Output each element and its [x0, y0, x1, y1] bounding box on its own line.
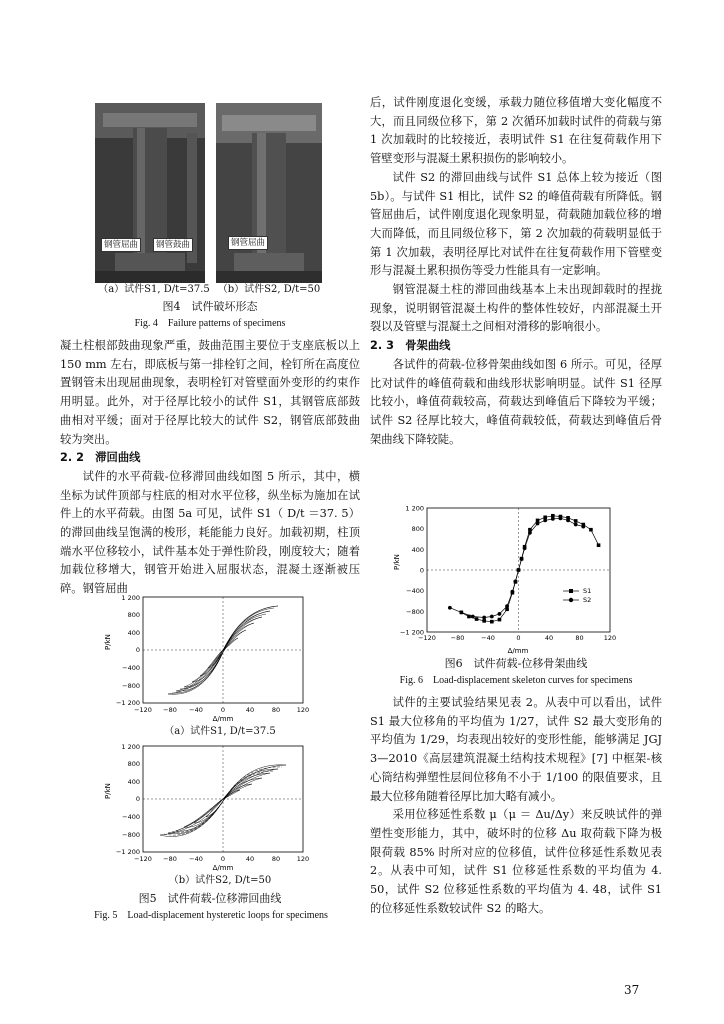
- fig5a-xtick: −40: [189, 706, 203, 714]
- left-text-block-1: [60, 337, 360, 599]
- fig6-point-s2: [471, 615, 475, 619]
- fig6-point-s2: [498, 612, 502, 616]
- section-2-3-heading: 2. 3 骨架曲线: [370, 339, 451, 353]
- fig4-photo-a-drawing: [95, 103, 205, 283]
- fig5a-ytick: −800: [122, 682, 140, 690]
- right-paragraph-5: 试件的主要试验结果见表 2。从表中可以看出，试件 S1 最大位移角的平均值为 1/27，试件 S2 最大变形角的平均值为 1/29，均表现出较好的变形性能，能够满足 JGJ 3—2010《高层建筑混凝土结构技术规程》[7] 中框架-核心筒结构弹塑性层间位移角不小于 1/100 的限值要求，且最大位移角随着径厚比加大略有减小。: [370, 696, 662, 803]
- fig6-xtick: 0: [516, 634, 521, 642]
- fig5a-xticks: [134, 706, 309, 714]
- fig5a-xlabel: Δ/mm: [212, 715, 234, 722]
- fig6-point-s2: [490, 615, 494, 619]
- fig6-ytick: 0: [419, 566, 424, 575]
- fig5b-ytick: 1 200: [121, 743, 140, 751]
- fig5b-ytick: 800: [127, 760, 140, 768]
- fig6-point-s2: [523, 546, 527, 550]
- fig5-caption-en: Fig. 5 Load-displacement hysteretic loops for specimens: [94, 910, 328, 921]
- fig5-subcaption-a: （a）试件S1, D/t=37.5: [164, 726, 276, 737]
- fig6-xtick: −40: [481, 634, 495, 642]
- fig5b-yticks: [116, 743, 140, 856]
- fig6-skeleton-chart: [385, 500, 620, 655]
- fig4-photo-b-drawing: [216, 103, 322, 283]
- fig6-ylabel: P/kN: [393, 554, 401, 570]
- fig5a-ytick: −1 200: [115, 699, 140, 707]
- fig4-tag-b1: 钢管屈曲: [228, 236, 268, 250]
- fig4-photo-a: [95, 103, 205, 283]
- fig5-caption-cn: 图5 试件荷载-位移滞回曲线: [138, 892, 282, 905]
- fig5b-xtick: −40: [189, 855, 203, 863]
- fig5a-yticks: [116, 594, 140, 707]
- fig5b-ytick: 400: [127, 778, 140, 786]
- fig5b-xtick: 0: [220, 855, 226, 863]
- section-2-2-heading: 2. 2 滞回曲线: [60, 451, 141, 465]
- fig6-legend-label-s1: S1: [583, 587, 592, 595]
- fig5b-xtick: −120: [134, 855, 152, 863]
- fig6-xtick: 40: [544, 634, 554, 642]
- fig5a-ytick: −400: [122, 664, 140, 672]
- fig5a-xtick: 0: [220, 706, 226, 714]
- fig5a-xtick: 120: [296, 706, 310, 714]
- fig6-legend-label-s2: S2: [583, 596, 592, 604]
- fig5a-xtick: −120: [134, 706, 152, 714]
- fig6-legend-marker-s1: [569, 589, 573, 593]
- fig5b-chart: [98, 741, 313, 871]
- fig6-yticks: [400, 505, 424, 637]
- fig6-point-s2: [514, 579, 518, 583]
- fig6-point-s2: [505, 604, 509, 608]
- fig6-xtick: −120: [418, 634, 436, 642]
- fig6-point-s2: [520, 557, 524, 561]
- fig5a-ytick: 1 200: [121, 594, 140, 602]
- fig6-series-line-s2: [450, 518, 583, 617]
- fig6-point-s2: [543, 519, 547, 523]
- right-paragraph-4: 各试件的荷载-位移骨架曲线如图 6 所示。可见，径厚比对试件的峰值荷载和曲线形状影响明显。试件 S1 径厚比较小，峰值荷载较高，荷载达到峰值后下降较为平缓；试件 S2 径厚比较大，峰值荷载较低，荷载达到峰值后骨架曲线下降较陡。: [370, 357, 662, 446]
- fig6-ytick: −1 200: [399, 628, 424, 637]
- fig4-tag-a2: 钢管鼓曲: [153, 238, 193, 252]
- fig6-point-s1: [482, 619, 486, 623]
- fig6-point-s2: [536, 522, 540, 526]
- fig5a-xtick: −80: [163, 706, 177, 714]
- fig6-point-s1: [475, 617, 479, 621]
- fig6-ytick: 1 200: [405, 504, 424, 513]
- fig5a-ytick: 400: [127, 629, 140, 637]
- fig5a-ylabel: P/kN: [104, 634, 112, 650]
- fig6-point-s2: [528, 531, 532, 535]
- fig5b-ytick: −400: [122, 813, 140, 821]
- right-paragraph-2: 试件 S2 的滞回曲线与试件 S1 总体上较为接近（图 5b）。与试件 S1 相比，试件 S2 的峰值荷载有所降低。钢管屈曲后，试件刚度退化现象明显，荷载随加载位移的增大而降低，而且同级位移下，第 2 次加载的荷载明显低于第 1 次加载，表明径厚比对试件在往复荷载作用下管壁变形与混凝土累积损伤等受力性能具有一定影响。: [370, 170, 662, 278]
- fig6-ytick: 800: [411, 525, 424, 534]
- fig4-photo-b: [216, 103, 322, 283]
- page-number: 37: [624, 983, 640, 997]
- fig4-caption-cn: 图4 试件破坏形态: [162, 300, 258, 313]
- fig6-xtick: 120: [603, 634, 617, 642]
- fig6-legend-marker-s2: [569, 598, 573, 602]
- fig5a-xtick: 40: [245, 706, 255, 714]
- fig6-legend: [563, 587, 591, 604]
- fig6-point-s2: [517, 568, 521, 572]
- fig6-xtick: −80: [450, 634, 465, 642]
- fig5b-ytick: 0: [135, 795, 140, 803]
- fig5a-ytick: 0: [135, 646, 140, 654]
- fig5a-xtick: 80: [271, 706, 281, 714]
- left-paragraph-1: 凝土柱根部鼓曲现象严重，鼓曲范围主要位于支座底板以上 150 mm 左右，即底板与第一排栓钉之间，栓钉所在高度位置钢管未出现屈曲现象，表明栓钉对管壁面外变形的约束作用明显。此外，对于径厚比较小的试件 S1，其钢管底部鼓曲相对平缓；面对于径厚比较大的试件 S2，钢管底部鼓曲较为突出。: [60, 339, 360, 446]
- fig6-caption-en: Fig. 6 Load-displacement skeleton curves for specimens: [399, 675, 633, 686]
- fig6-ytick: 400: [411, 545, 424, 554]
- fig6-point-s1: [589, 528, 593, 532]
- fig5b-xtick: −80: [163, 855, 177, 863]
- fig6-point-s2: [482, 616, 486, 620]
- fig5b-xtick: 40: [245, 855, 255, 863]
- fig6-xtick: 80: [575, 634, 584, 642]
- fig5b-ytick: −1 200: [115, 848, 140, 856]
- fig6-series: [448, 514, 600, 624]
- fig6-point-s2: [559, 516, 563, 520]
- fig5a-chart: [98, 592, 313, 722]
- fig6-xticks: [418, 634, 616, 642]
- fig5b-ytick: −800: [122, 831, 140, 839]
- fig5b-ylabel: P/kN: [104, 783, 112, 799]
- fig6-point-s2: [459, 610, 463, 614]
- fig6-ytick: −400: [406, 587, 424, 596]
- right-paragraph-6: 采用位移延性系数 μ（μ ＝ Δu/Δy）来反映试件的弹塑性变形能力，其中，破坏时的位移 Δu 取荷载下降为极限荷载 85% 时所对应的位移值，试件位移延性系数见表 2。从表中可知，试件 S1 位移延性系数的平均值为 4. 50，试件 S2 位移延性系数的平均值为 4. 48，试件 S1 的位移延性系数较试件 S2 的略大。: [370, 808, 662, 915]
- fig5b-xticks: [134, 855, 309, 863]
- fig5-subcaption-b: （b）试件S2, D/t=50: [168, 875, 272, 886]
- fig6-point-s2: [566, 519, 570, 523]
- fig4-subcaption-b: （b）试件S2, D/t=50: [217, 284, 321, 295]
- right-paragraph-3: 钢管混凝土柱的滞回曲线基本上未出现卸载时的捏拢现象，说明钢管混凝土构件的整体性较好，内部混凝土开裂以及管壁与混凝土之间相对滑移的影响很小。: [370, 283, 662, 334]
- fig5b-xlabel: Δ/mm: [212, 864, 234, 871]
- fig6-point-s2: [448, 606, 452, 610]
- fig6-point-s2: [511, 590, 515, 594]
- fig4-tag-a1: 钢管屈曲: [101, 238, 141, 252]
- fig5b-xtick: 80: [271, 855, 281, 863]
- right-text-block-2: [370, 694, 662, 918]
- fig6-point-s2: [581, 525, 585, 529]
- fig5b-xtick: 120: [296, 855, 310, 863]
- right-paragraph-1: 后，试件刚度退化变缓，承载力随位移值增大变化幅度不大，而且同级位移下，第 2 次循环加载时试件的荷载与第 1 次加载时的比较接近，表明试件 S1 在往复荷载作用下管壁变形与混凝土累积损伤的影响较小。: [370, 96, 662, 166]
- right-text-block-1: [370, 94, 662, 449]
- fig6-point-s1: [574, 519, 578, 523]
- left-paragraph-2: 试件的水平荷载-位移滞回曲线如图 5 所示，其中，横坐标为试件顶部与柱底的相对水平位移，纵坐标为施加在试件上的水平荷载。由图 5a 可见，试件 S1（ D/t ＝37. 5）的滞回曲线呈饱满的梭形，耗能能力良好。加载初期，柱顶端水平位移较小，试件基本处于弹性阶段，刚度较大；随着加载位移增大，钢管开始进入屈服状态，混凝土逐渐被压碎。钢管屈曲: [60, 469, 360, 596]
- fig6-point-s1: [597, 543, 601, 547]
- fig6-point-s2: [574, 523, 578, 527]
- fig4-subcaption-a: （a）试件S1, D/t=37.5: [98, 284, 210, 295]
- fig6-xlabel: Δ/mm: [507, 647, 529, 655]
- fig6-caption-cn: 图6 试件荷载-位移骨架曲线: [444, 657, 588, 670]
- fig4-caption-en: Fig. 4 Failure patterns of specimens: [134, 318, 286, 329]
- fig5a-ytick: 800: [127, 611, 140, 619]
- fig6-ytick: −800: [406, 607, 424, 616]
- fig6-point-s2: [551, 517, 555, 521]
- fig6-point-s1: [490, 620, 494, 624]
- fig6-point-s1: [498, 618, 502, 622]
